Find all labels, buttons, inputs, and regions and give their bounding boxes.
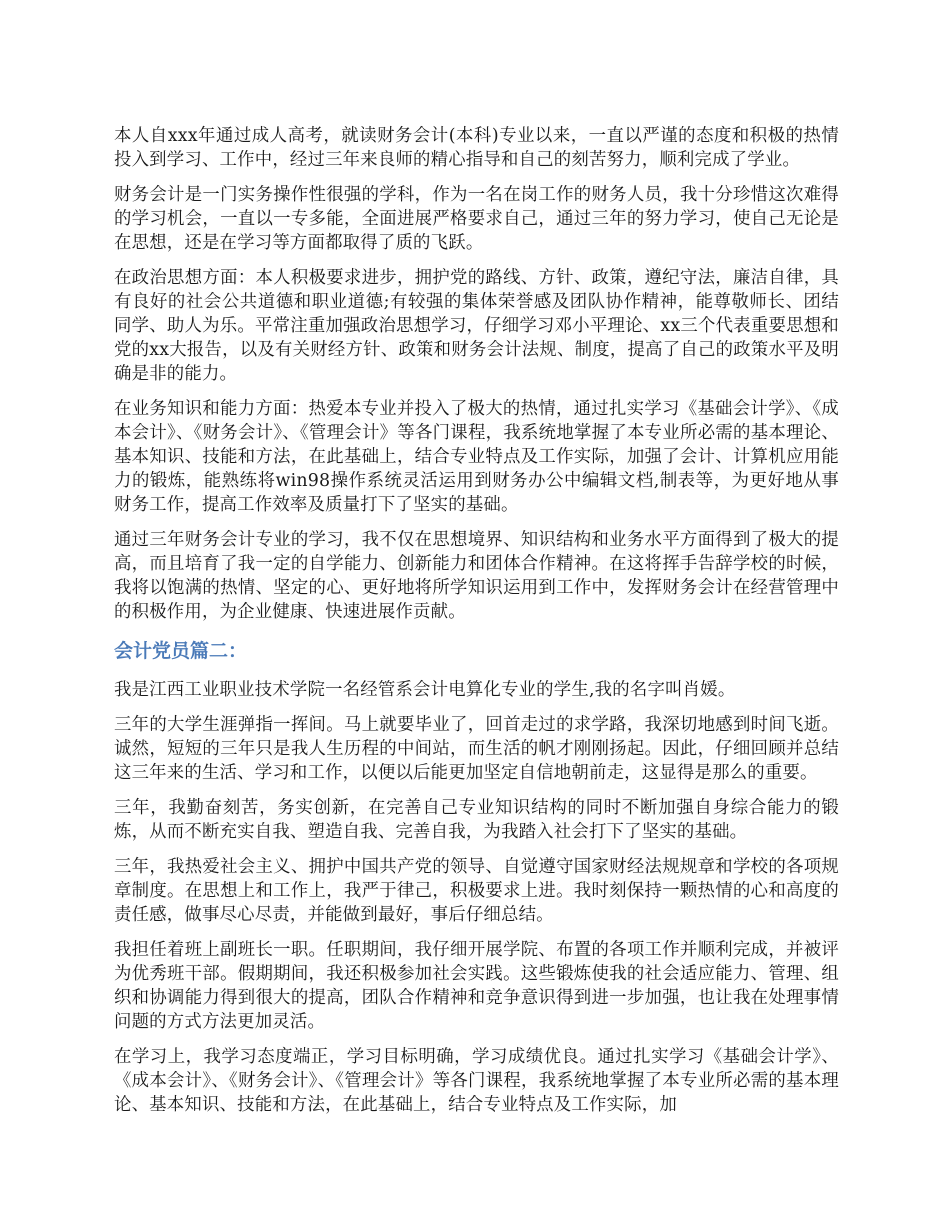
paragraph-class-leader: 我担任着班上副班长一职。任职期间，我仔细开展学院、布置的各项工作并顺利完成，并被评为优秀班干部。假期期间，我还积极参加社会实践。这些锻炼使我的社会适应能力、管理、组织和协调能力得到很大的提高，团队合作精神和竞争意识得到进一步加强，也让我在处理事情问题的方式方法更加灵活。: [114, 940, 839, 1032]
paragraph-intro: 本人自xxx年通过成人高考，就读财务会计(本科)专业以来，一直以严谨的态度和积极的热情投入到学习、工作中，经过三年来良师的精心指导和自己的刻苦努力，顺利完成了学业。: [114, 126, 839, 170]
paragraph-college-years: 三年的大学生涯弹指一挥间。马上就要毕业了，回首走过的求学路，我深切地感到时间飞逝。诚然，短短的三年只是我人生历程的中间站，而生活的帆才刚刚扬起。因此，仔细回顾并总结这三年来的生活、学习和工作，以便以后能更加坚定自信地朝前走，这显得是那么的重要。: [114, 715, 839, 783]
paragraph-political-thought: 在政治思想方面：本人积极要求进步，拥护党的路线、方针、政策，遵纪守法，廉洁自律，具有良好的社会公共道德和职业道德;有较强的集体荣誉感及团队协作精神，能尊敬师长、团结同学、助人为乐。平常注重加强政治思想学习，仔细学习邓小平理论、xx三个代表重要思想和党的xx大报告，以及有关财经方针、政策和财务会计法规、制度，提高了自己的政策水平及明确是非的能力。: [114, 268, 839, 384]
paragraph-study-opportunity: 财务会计是一门实务操作性很强的学科，作为一名在岗工作的财务人员，我十分珍惜这次难得的学习机会，一直以一专多能，全面进展严格要求自己，通过三年的努力学习，使自己无论是在思想，还是在学习等方面都取得了质的飞跃。: [114, 185, 839, 253]
paragraph-conclusion: 通过三年财务会计专业的学习，我不仅在思想境界、知识结构和业务水平方面得到了极大的提高，而且培育了我一定的自学能力、创新能力和团体合作精神。在这将挥手告辞学校的时候，我将以饱满的热情、坚定的心、更好地将所学知识运用到工作中，发挥财务会计在经营管理中的积极作用，为企业健康、快速进展作贡献。: [114, 530, 839, 622]
document-page: [114, 124, 839, 1128]
paragraph-professional-skills: 在业务知识和能力方面：热爱本专业并投入了极大的热情，通过扎实学习《基础会计学》、《成本会计》、《财务会计》、《管理会计》等各门课程，我系统地掌握了本专业所必需的基本理论、基本知识、技能和方法，在此基础上，结合专业特点及工作实际，加强了会计、计算机应用能力的锻炼，能熟练将win98操作系统灵活运用到财务办公中编辑文档,制表等，为更好地从事财务工作，提高工作效率及质量打下了坚实的基础。: [114, 399, 839, 515]
paragraph-diligence: 三年，我勤奋刻苦，务实创新，在完善自己专业知识结构的同时不断加强自身综合能力的锻炼，从而不断充实自我、塑造自我、完善自我，为我踏入社会打下了坚实的基础。: [114, 798, 839, 842]
paragraph-learning: 在学习上，我学习态度端正，学习目标明确，学习成绩优良。通过扎实学习《基础会计学》、《成本会计》、《财务会计》、《管理会计》等各门课程，我系统地掌握了本专业所必需的基本理论、基本知识、技能和方法，在此基础上，结合专业特点及工作实际，加: [114, 1047, 839, 1115]
paragraph-self-introduction: 我是江西工业职业技术学院一名经管系会计电算化专业的学生,我的名字叫肖媛。: [114, 680, 736, 700]
section-heading: 会计党员篇二：: [114, 640, 248, 662]
paragraph-ideology: 三年，我热爱社会主义、拥护中国共产党的领导、自觉遵守国家财经法规规章和学校的各项规章制度。在思想上和工作上，我严于律己，积极要求上进。我时刻保持一颗热情的心和高度的责任感，做事尽心尽责，并能做到最好，事后仔细总结。: [114, 857, 839, 925]
